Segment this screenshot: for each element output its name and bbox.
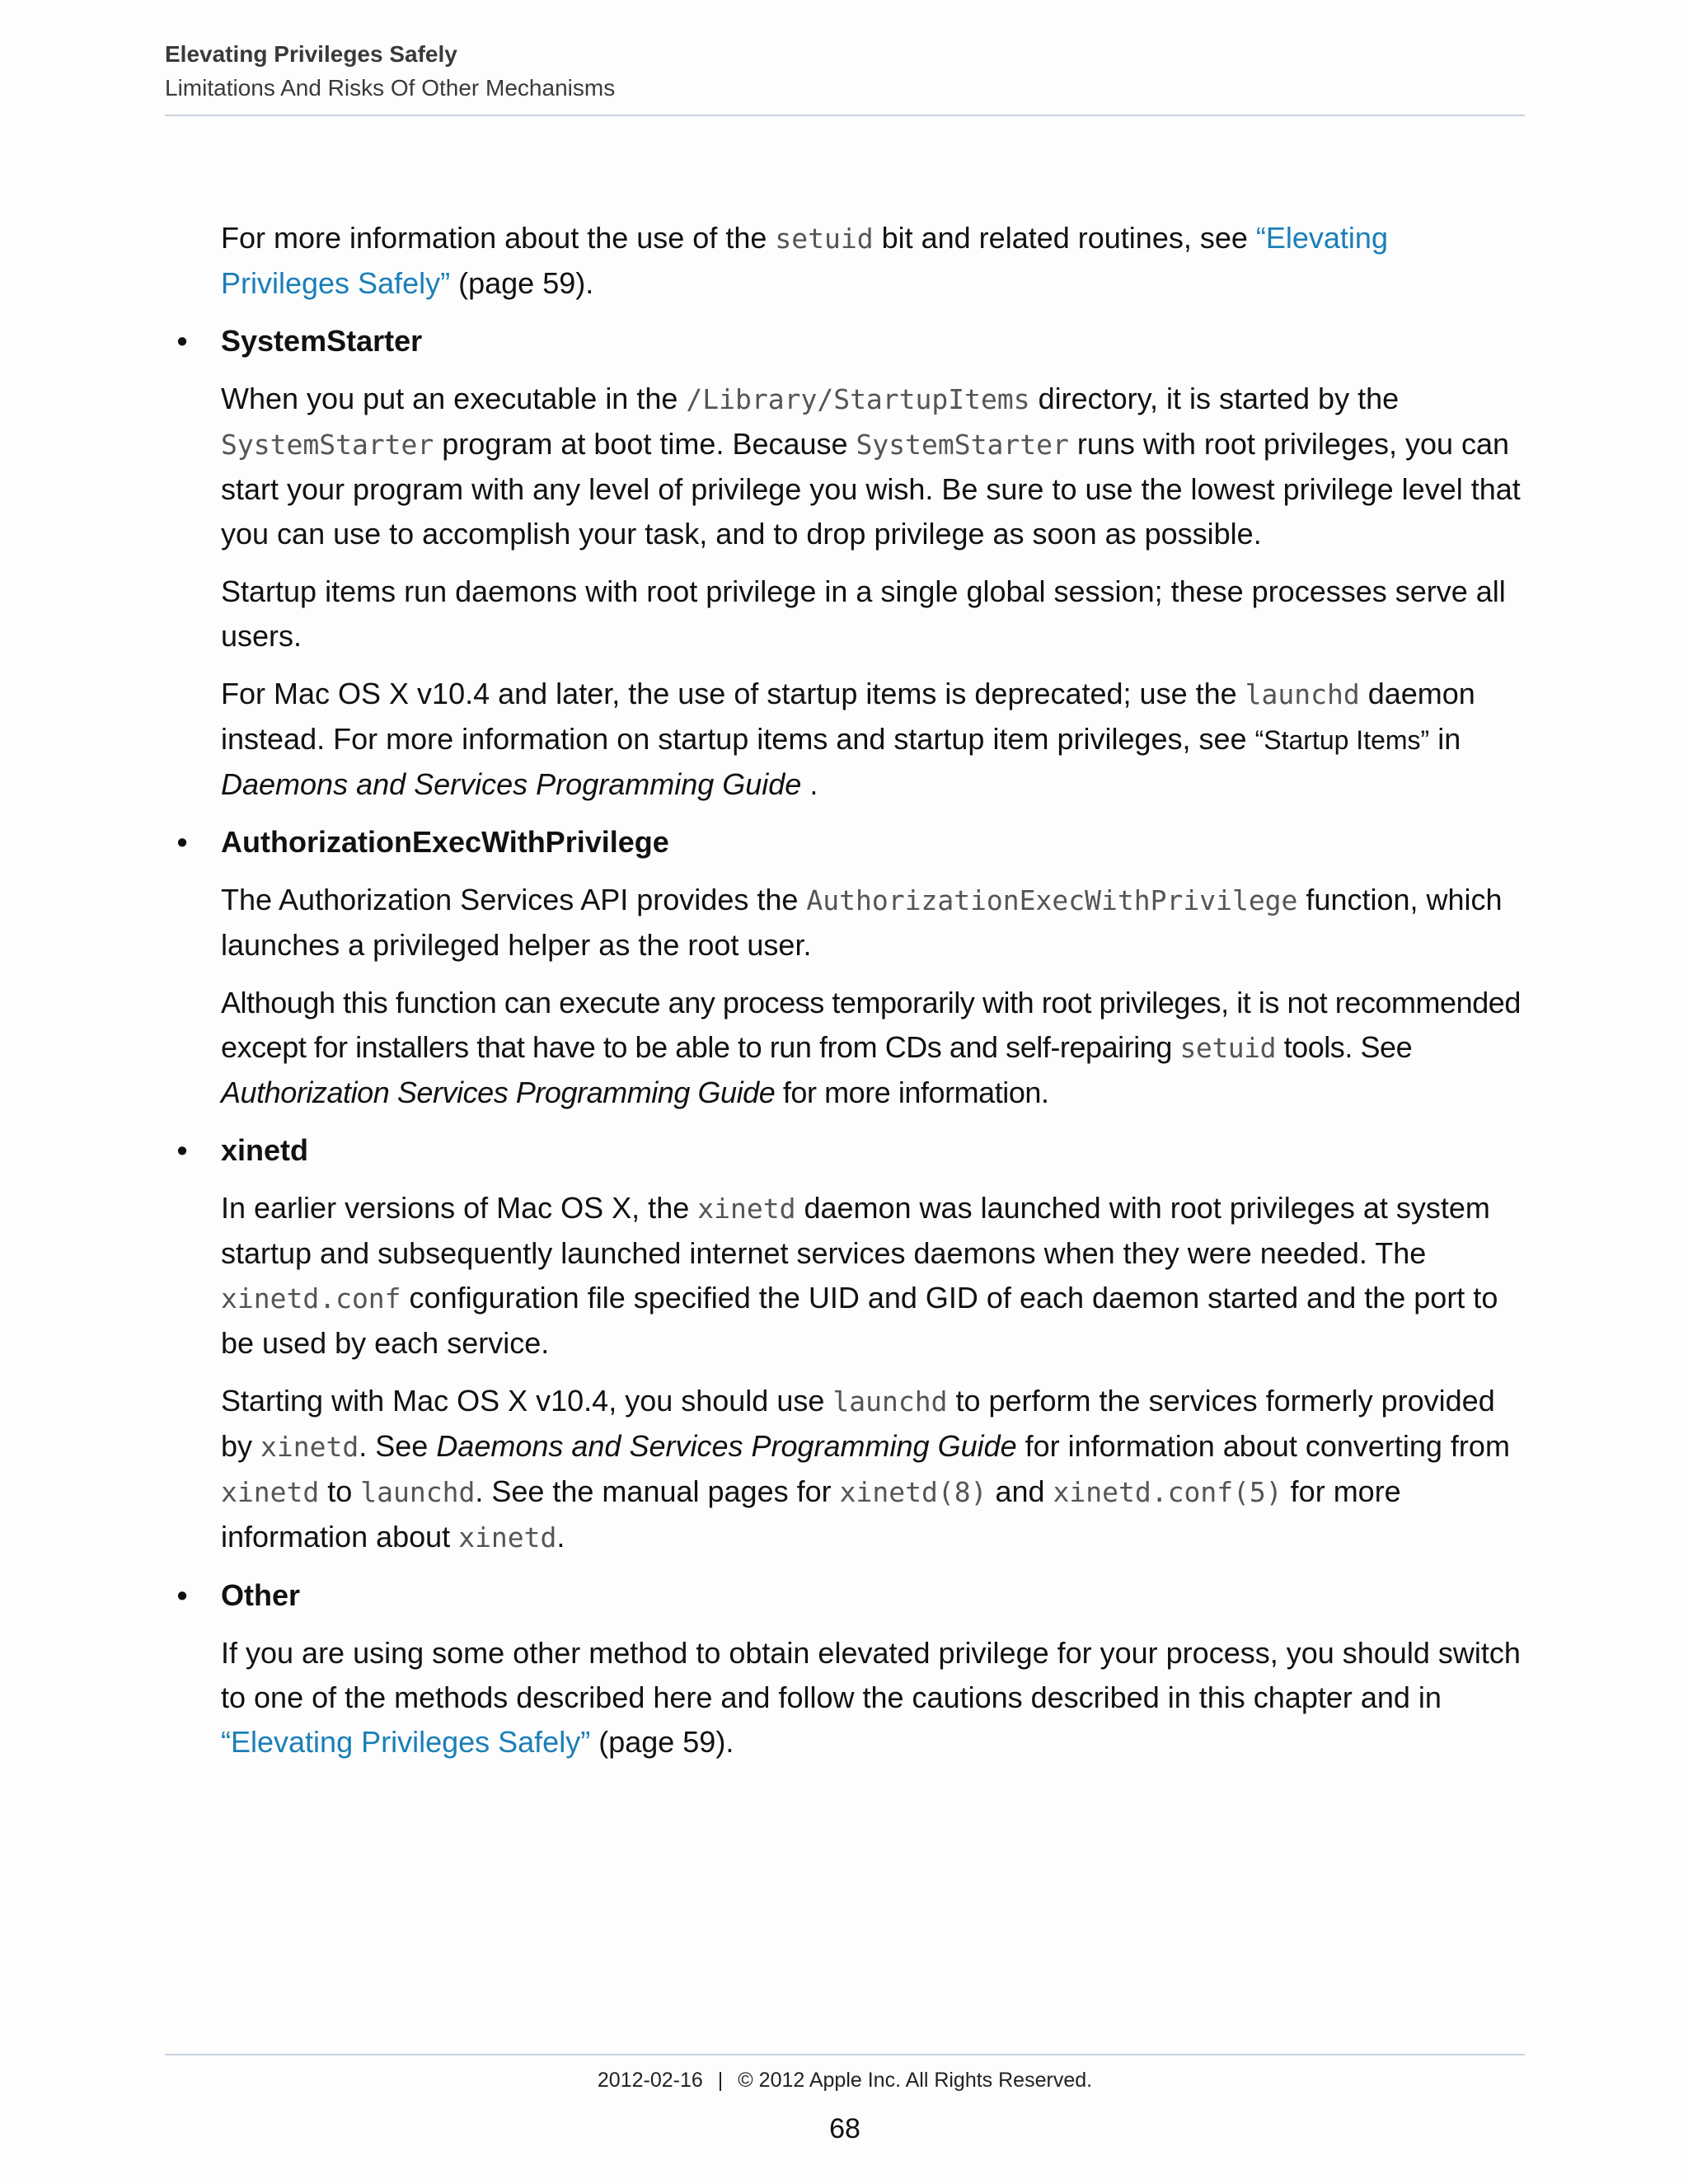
book-title: Daemons and Services Programming Guide	[221, 767, 802, 801]
footer-divider	[165, 2054, 1525, 2055]
code-xinetd-8: xinetd(8)	[839, 1476, 987, 1508]
footer-date: 2012-02-16	[597, 2069, 703, 2092]
footer-copyright: © 2012 Apple Inc. All Rights Reserved.	[738, 2069, 1093, 2092]
code-launchd: launchd	[360, 1476, 476, 1508]
code-authorizationexecwithprivilege: AuthorizationExecWithPrivilege	[806, 884, 1298, 916]
text: The Authorization Services API provides the	[221, 883, 807, 916]
text: . See the manual pages for	[475, 1474, 840, 1508]
code-setuid: setuid	[775, 223, 874, 255]
text: When you put an executable in the	[221, 382, 687, 415]
authexec-paragraph-1	[221, 878, 1525, 968]
text: Although this function can execute any process temporarily with root privileges, it is not recommended except for installers that have to be able to run from CDs and self-repairing	[221, 986, 1521, 1064]
item-title: Other	[221, 1578, 301, 1612]
code-xinetd: xinetd	[697, 1193, 796, 1225]
text: for more information.	[775, 1076, 1049, 1109]
text: for more information about	[221, 1474, 1401, 1554]
page-number: 68	[829, 2113, 860, 2144]
other-paragraph-1	[221, 1631, 1525, 1765]
chapter-title: Elevating Privileges Safely	[165, 41, 457, 67]
text: . See	[359, 1429, 437, 1463]
text: in	[1429, 722, 1461, 756]
main-content	[165, 216, 1525, 1778]
code-launchd: launchd	[832, 1385, 948, 1418]
code-systemstarter: SystemStarter	[856, 429, 1069, 461]
text: (page 59).	[590, 1725, 734, 1759]
link-elevating-privileges-safely[interactable]: “Elevating Privileges Safely”	[221, 221, 1388, 300]
footer-separator: |	[717, 2069, 724, 2092]
text: for information about converting from	[1016, 1429, 1510, 1463]
text: function, which launches a privileged helper as the root user.	[221, 883, 1503, 962]
text: If you are using some other method to obtain elevated privilege for your process, you should switch to one of the methods described here and follow the cautions described in this chapter and in	[221, 1636, 1521, 1714]
authexec-paragraph-2	[221, 981, 1525, 1115]
text: For Mac OS X v10.4 and later, the use of startup items is deprecated; use the	[221, 677, 1245, 710]
book-title: Authorization Services Programming Guide	[221, 1076, 776, 1109]
list-item-authorizationexecwithprivilege	[176, 820, 1525, 865]
text: configuration file specified the UID and GID of each daemon started and the port to be used by each service.	[221, 1281, 1498, 1360]
systemstarter-paragraph-1	[221, 377, 1525, 556]
bullet-icon: •	[176, 1578, 188, 1612]
text: to perform the services formerly provided by	[221, 1384, 1495, 1463]
code-xinetd: xinetd	[260, 1431, 359, 1463]
code-xinetd-conf: xinetd.conf	[221, 1282, 401, 1315]
bullet-icon: •	[176, 825, 188, 859]
bullet-icon: •	[176, 324, 188, 358]
text: directory, it is started by the	[1029, 382, 1400, 415]
text: Starting with Mac OS X v10.4, you should use	[221, 1384, 833, 1418]
text: daemon instead. For more information on startup items and startup item privileges, see	[221, 677, 1475, 756]
code-xinetd-conf-5: xinetd.conf(5)	[1053, 1476, 1282, 1508]
code-systemstarter: SystemStarter	[221, 429, 434, 461]
code-xinetd: xinetd	[221, 1476, 320, 1508]
text: For more information about the use of the	[221, 221, 776, 255]
code-launchd: launchd	[1245, 678, 1360, 710]
text: (page 59).	[450, 266, 594, 300]
text: to	[319, 1474, 361, 1508]
running-header	[165, 38, 1525, 105]
text: runs with root privileges, you can start your program with any level of privilege you wish. Be sure to use the lowest privilege level that you can use to accomplish your task, and to drop privilege as soon as possible.	[221, 427, 1521, 551]
xinetd-paragraph-2	[221, 1379, 1525, 1560]
book-title: Daemons and Services Programming Guide	[436, 1429, 1017, 1463]
code-xinetd: xinetd	[458, 1521, 557, 1554]
text: bit and related routines, see	[873, 221, 1256, 255]
text: daemon was launched with root privileges at system startup and subsequently launched internet services daemons when they were needed. The	[221, 1191, 1490, 1270]
footer	[165, 2065, 1525, 2095]
text: .	[801, 767, 818, 801]
systemstarter-paragraph-2: Startup items run daemons with root privilege in a single global session; these processes serve all users.	[221, 574, 1506, 653]
list-item-systemstarter	[176, 319, 1525, 363]
bullet-icon: •	[176, 1133, 188, 1167]
startup-items-reference: “Startup Items”	[1254, 725, 1430, 755]
text: .	[556, 1520, 565, 1554]
section-title: Limitations And Risks Of Other Mechanisms	[165, 75, 616, 101]
xinetd-paragraph-1	[221, 1186, 1525, 1366]
intro-paragraph	[221, 216, 1525, 306]
text: and	[987, 1474, 1053, 1508]
text: In earlier versions of Mac OS X, the	[221, 1191, 698, 1225]
item-title: AuthorizationExecWithPrivilege	[221, 825, 669, 859]
item-title: xinetd	[221, 1133, 309, 1167]
text: tools. See	[1276, 1030, 1413, 1064]
item-title: SystemStarter	[221, 324, 423, 358]
link-elevating-privileges-safely[interactable]: “Elevating Privileges Safely”	[221, 1725, 591, 1759]
systemstarter-paragraph-3	[221, 672, 1525, 807]
list-item-xinetd	[176, 1128, 1525, 1173]
code-library-startupitems: /Library/StartupItems	[686, 383, 1030, 415]
list-item-other	[176, 1573, 1525, 1618]
text: program at boot time. Because	[434, 427, 856, 461]
code-setuid: setuid	[1179, 1032, 1277, 1064]
header-divider	[165, 115, 1525, 116]
